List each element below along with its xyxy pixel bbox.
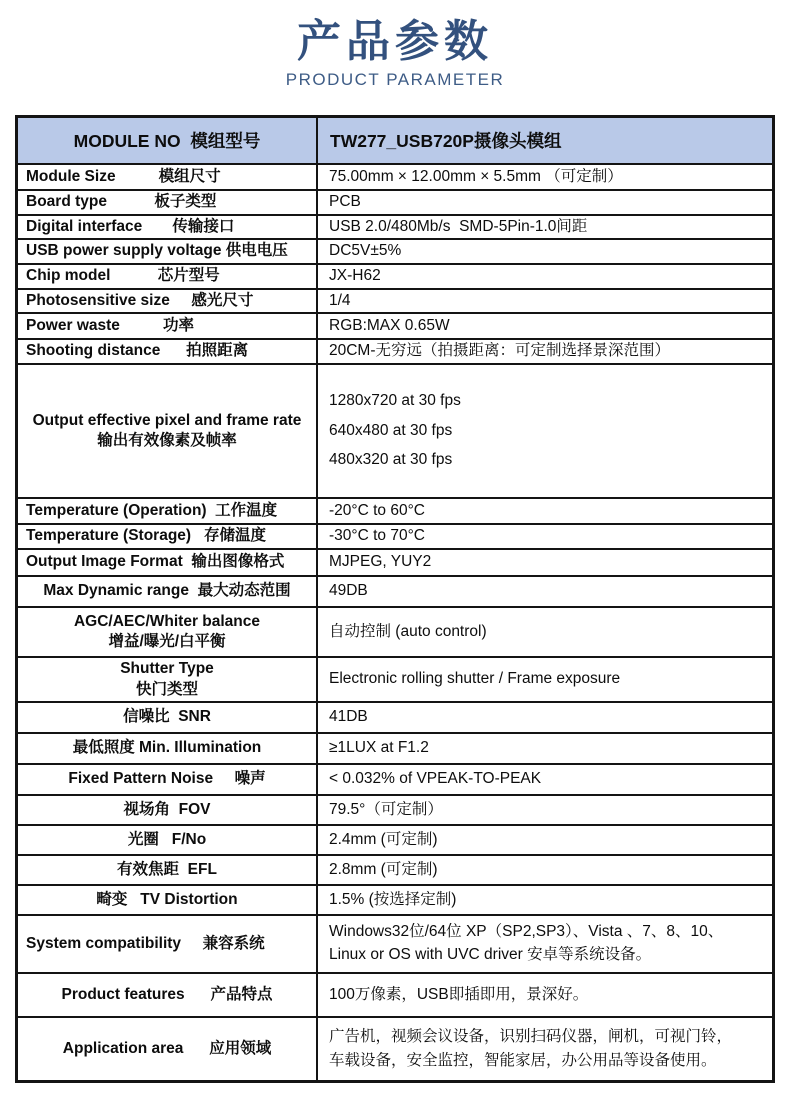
table-row (18, 701, 772, 732)
row-value-text: 2.4mm (可定制) (329, 830, 438, 848)
row-value-text: Windows32位/64位 XP（SP2,SP3）、Vista 、7、8、10、 (329, 923, 724, 941)
table-row (18, 312, 772, 338)
table-row (18, 732, 772, 763)
row-label-text: Shooting distance 拍照距离 (26, 342, 249, 360)
table-row (18, 338, 772, 363)
row-value (318, 886, 772, 914)
row-value-text: MJPEG, YUY2 (329, 553, 432, 571)
row-label (18, 265, 318, 288)
row-value-text: JX-H62 (329, 267, 381, 285)
row-label-text: Temperature (Operation) 工作温度 (26, 501, 278, 519)
row-label (18, 856, 318, 884)
table-row (18, 972, 772, 1016)
row-value (318, 703, 772, 732)
row-value-text: RGB:MAX 0.65W (329, 316, 450, 334)
row-label-text: 光圈 F/No (127, 830, 207, 848)
row-value-text: 1/4 (329, 291, 351, 309)
row-label (18, 886, 318, 914)
table-row (18, 606, 772, 656)
table-row (18, 884, 772, 914)
table-row (18, 523, 772, 548)
row-label-text: AGC/AEC/Whiter balance (73, 612, 261, 630)
row-label (18, 916, 318, 972)
row-value (318, 1018, 772, 1080)
row-value-text: 20CM-无穷远（拍摄距离：可定制选择景深范围） (329, 342, 671, 360)
row-value-text: 1280x720 at 30 fps (329, 391, 461, 409)
row-label-text: Shutter Type (120, 660, 214, 678)
row-value-text: 41DB (329, 708, 368, 726)
row-value-text: -30°C to 70°C (329, 527, 425, 545)
row-value (318, 916, 772, 972)
row-label-text: Photosensitive size 感光尺寸 (26, 291, 254, 309)
row-value-text: ≥1LUX at F1.2 (329, 739, 429, 757)
row-value (318, 826, 772, 854)
row-label-text: Module Size 模组尺寸 (26, 167, 221, 185)
row-value (318, 525, 772, 548)
row-value-text: 自动控制 (auto control) (329, 622, 487, 640)
row-label-text: 增益/曝光/白平衡 (108, 633, 226, 650)
row-label (18, 525, 318, 548)
row-value (318, 974, 772, 1016)
row-label (18, 826, 318, 854)
row-value-text: 49DB (329, 582, 368, 600)
table-row (18, 238, 772, 263)
row-label (18, 577, 318, 606)
row-label-text: 输出有效像素及帧率 (97, 432, 237, 449)
table-header-row (18, 118, 772, 163)
row-label (18, 734, 318, 763)
row-value-text: 2.8mm (可定制) (329, 860, 438, 878)
row-label (18, 499, 318, 523)
row-label-text: Output effective pixel and frame rate (32, 411, 302, 429)
row-label-text: 最低照度 Min. Illumination (72, 739, 262, 757)
table-row (18, 824, 772, 854)
table-row (18, 363, 772, 497)
table-row (18, 763, 772, 794)
row-value-text: 480x320 at 30 fps (329, 451, 453, 469)
row-value (318, 796, 772, 824)
row-label-text: Output Image Format 输出图像格式 (26, 553, 285, 571)
row-label (18, 365, 318, 497)
table-row (18, 548, 772, 575)
table-row (18, 263, 772, 288)
row-label (18, 1018, 318, 1080)
row-label-text: 快门类型 (135, 680, 198, 698)
table-row (18, 497, 772, 523)
row-value-text: DC5V±5% (329, 242, 402, 260)
row-label-text: Application area 应用领域 (62, 1039, 272, 1057)
row-value-text: 75.00mm × 12.00mm × 5.5mm （可定制） (329, 167, 623, 185)
row-value (318, 734, 772, 763)
row-label-text: 信噪比 SNR (123, 708, 211, 726)
row-value (318, 191, 772, 214)
row-value (318, 658, 772, 701)
product-spec-table (15, 115, 775, 1083)
row-label (18, 550, 318, 575)
table-row (18, 575, 772, 606)
row-label-text: Chip model 芯片型号 (26, 267, 220, 285)
row-label-text: Board type 板子类型 (26, 193, 217, 211)
row-value-text: Linux or OS with UVC driver 安卓等系统设备。 (329, 946, 652, 963)
row-value-text: 广告机，视频会议设备，识别扫码仪器，闸机，可视门铃， (329, 1027, 733, 1045)
row-value (318, 550, 772, 575)
row-label (18, 608, 318, 656)
row-label-text: 畸变 TV Distortion (96, 890, 238, 908)
row-label (18, 974, 318, 1016)
row-value-text: 640x480 at 30 fps (329, 421, 453, 439)
row-label (18, 796, 318, 824)
row-value-text: 79.5°（可定制） (329, 800, 443, 818)
row-value-text: USB 2.0/480Mb/s SMD-5Pin-1.0间距 (329, 217, 588, 235)
row-label (18, 290, 318, 312)
row-value (318, 608, 772, 656)
row-label-text: Power waste 功率 (26, 316, 194, 334)
row-label (18, 340, 318, 363)
row-value (318, 765, 772, 794)
page-header (0, 0, 790, 90)
row-value (318, 290, 772, 312)
page-title: 产品参数 (297, 17, 493, 66)
row-label (18, 216, 318, 238)
table-row (18, 163, 772, 189)
row-label (18, 191, 318, 214)
table-row (18, 794, 772, 824)
row-value (318, 216, 772, 238)
row-label-text: Product features 产品特点 (61, 985, 273, 1003)
row-value-text: -20°C to 60°C (329, 501, 425, 519)
row-value (318, 340, 772, 363)
row-label (18, 765, 318, 794)
row-value (318, 577, 772, 606)
row-value-text: 车载设备，安全监控，智能家居，办公用品等设备使用。 (329, 1051, 717, 1069)
row-value (318, 314, 772, 338)
table-row (18, 288, 772, 312)
row-value (318, 856, 772, 884)
page-subtitle: PRODUCT PARAMETER (285, 70, 505, 89)
row-label-text: Temperature (Storage) 存储温度 (26, 527, 267, 545)
table-row (18, 656, 772, 701)
row-label-text: 有效焦距 EFL (117, 860, 217, 878)
row-value (318, 165, 772, 189)
row-label (18, 165, 318, 189)
row-value (318, 265, 772, 288)
row-label (18, 658, 318, 701)
row-label-text: Fixed Pattern Noise 噪声 (68, 770, 266, 788)
row-label (18, 703, 318, 732)
table-row (18, 914, 772, 972)
spec-rows (18, 163, 772, 1080)
row-label (18, 240, 318, 263)
table-row (18, 1016, 772, 1080)
row-label-text: USB power supply voltage 供电电压 (26, 242, 288, 260)
row-value (318, 499, 772, 523)
row-label-text: 视场角 FOV (123, 800, 211, 818)
row-value-text: Electronic rolling shutter / Frame exposure (329, 670, 621, 688)
row-label-text: Max Dynamic range 最大动态范围 (43, 582, 291, 600)
row-label (18, 314, 318, 338)
module-no-header-label: MODULE NO 模组型号 (18, 118, 318, 163)
row-value (318, 240, 772, 263)
row-value-text: 100万像素，USB即插即用，景深好。 (329, 985, 589, 1003)
row-value-text: < 0.032% of VPEAK-TO-PEAK (329, 770, 542, 788)
row-label-text: Digital interface 传输接口 (26, 217, 235, 235)
row-label-text: System compatibility 兼容系统 (26, 934, 265, 952)
table-row (18, 189, 772, 214)
table-row (18, 854, 772, 884)
module-no-header-value: TW277_USB720P摄像头模组 (330, 131, 562, 151)
table-row (18, 214, 772, 238)
row-value (318, 365, 772, 497)
row-value-text: PCB (329, 193, 361, 211)
row-value-text: 1.5% (按选择定制) (329, 890, 457, 908)
